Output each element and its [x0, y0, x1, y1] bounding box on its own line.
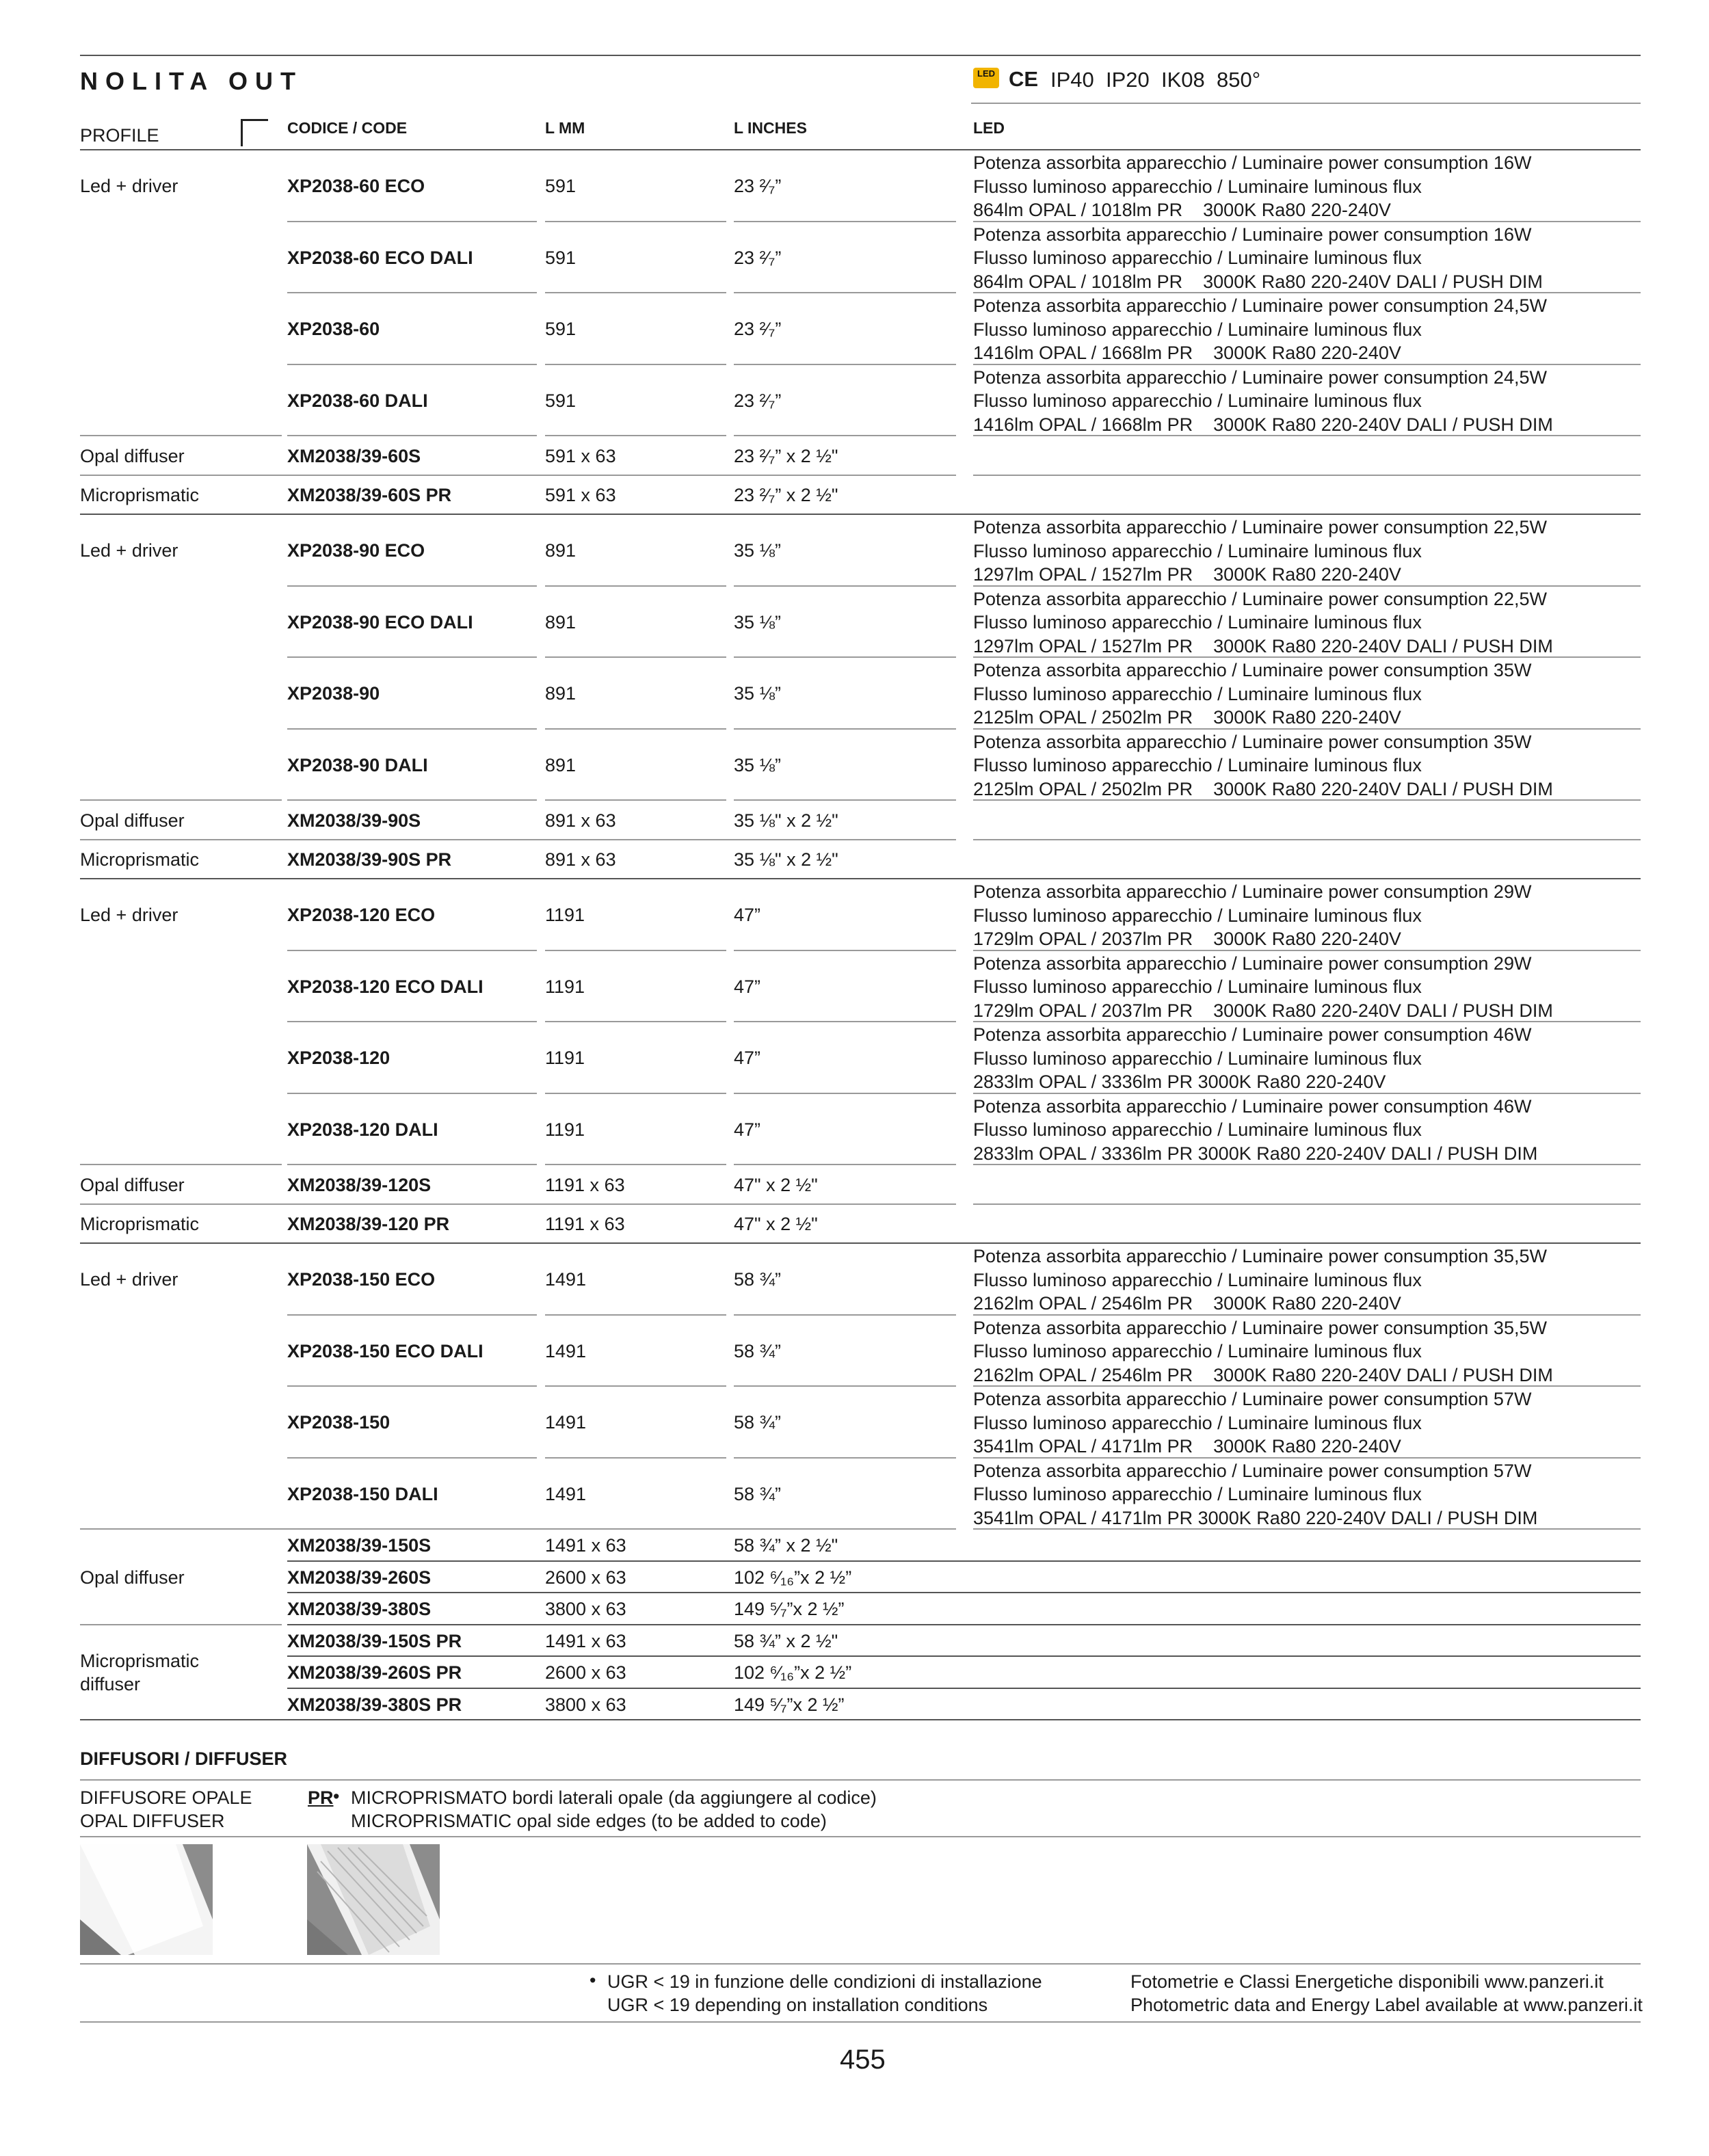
length-mm: 1191	[545, 1048, 585, 1069]
row-divider	[80, 1203, 956, 1205]
length-mm: 591	[545, 390, 577, 411]
led-spec-line: Potenza assorbita apparecchio / Luminaire power consumption 35W	[973, 731, 1532, 752]
length-mm: 891 x 63	[545, 849, 616, 870]
diffuser-code: XM2038/39-120 PR	[287, 1214, 450, 1235]
length-inches: 35 ⅛”	[734, 540, 782, 561]
product-code: XP2038-150 DALI	[287, 1483, 438, 1504]
length-mm: 591	[545, 247, 577, 268]
row-divider	[80, 839, 956, 840]
product-code: XP2038-90 ECO DALI	[287, 611, 473, 633]
row-divider	[973, 1457, 1641, 1459]
led-spec-line: Potenza assorbita apparecchio / Luminaire power consumption 29W	[973, 953, 1532, 974]
length-mm: 1191	[545, 976, 585, 997]
led-spec-line: Flusso luminoso apparecchio / Luminaire luminous flux	[973, 390, 1422, 411]
row-type: Led + driver	[80, 1269, 178, 1290]
length-mm: 1491	[545, 1340, 587, 1361]
led-spec-line: Potenza assorbita apparecchio / Luminaire power consumption 22,5W	[973, 588, 1547, 609]
led-badge-icon: LED	[973, 68, 999, 88]
row-divider	[287, 1314, 537, 1316]
length-mm: 1491	[545, 1483, 587, 1504]
row-divider	[973, 292, 1641, 293]
led-spec-line: Flusso luminoso apparecchio / Luminaire luminous flux	[973, 1119, 1422, 1140]
opal-en-label: OPAL DIFFUSER	[80, 1811, 225, 1831]
product-code: XP2038-120 ECO DALI	[287, 976, 483, 997]
led-spec-line: 1297lm OPAL / 1527lm PR 3000K Ra80 220-240V	[973, 564, 1401, 585]
led-spec-line: 1729lm OPAL / 2037lm PR 3000K Ra80 220-240V	[973, 929, 1401, 949]
profile-checkbox-icon	[241, 119, 268, 146]
ugr-en: UGR < 19 depending on installation conditions	[607, 1995, 988, 2015]
row-divider	[734, 221, 956, 222]
row-type: Led + driver	[80, 540, 178, 561]
length-inches: 47" x 2 ½"	[734, 1214, 818, 1235]
length-mm: 1191	[545, 1119, 585, 1140]
diffuser-code: XM2038/39-380S	[287, 1599, 432, 1620]
length-mm: 891	[545, 754, 577, 775]
row-divider	[734, 656, 956, 658]
row-divider	[734, 1093, 956, 1094]
length-inches: 47”	[734, 1119, 761, 1140]
row-divider	[545, 728, 726, 730]
length-inches: 58 ¾”	[734, 1412, 782, 1433]
pr-en-text: MICROPRISMATIC opal side edges (to be added to code)	[351, 1811, 827, 1831]
row-divider	[545, 799, 726, 801]
row-divider	[80, 435, 282, 436]
product-code: XP2038-150	[287, 1412, 390, 1433]
row-divider	[287, 585, 537, 587]
led-spec-line: Potenza assorbita apparecchio / Luminaire power consumption 16W	[973, 152, 1532, 173]
row-divider	[287, 292, 537, 293]
length-inches: 58 ¾”	[734, 1483, 782, 1504]
row-divider	[287, 950, 537, 951]
length-mm: 891 x 63	[545, 810, 616, 831]
row-divider	[287, 1457, 537, 1459]
product-code: XP2038-90	[287, 683, 380, 704]
pr-code: PR	[308, 1787, 334, 1808]
diffuser-code: XM2038/39-380S PR	[287, 1694, 462, 1715]
diffuser-type: Microprismatic	[80, 485, 200, 506]
row-divider	[545, 1385, 726, 1387]
length-inches: 23 ²⁄₇” x 2 ½"	[734, 485, 838, 506]
row-divider	[545, 364, 726, 365]
diffuser-code: XM2038/39-150S	[287, 1535, 432, 1556]
row-divider	[80, 878, 1641, 879]
row-divider	[734, 950, 956, 951]
page-title: NOLITA OUT	[80, 67, 303, 95]
diffuser-type: Microprismatic	[80, 849, 200, 870]
page-number: 455	[840, 2045, 886, 2075]
led-spec-line: Flusso luminoso apparecchio / Luminaire luminous flux	[973, 540, 1422, 561]
product-code: XP2038-90 DALI	[287, 754, 428, 775]
led-spec-line: Potenza assorbita apparecchio / Luminaire power consumption 57W	[973, 1460, 1532, 1481]
length-mm: 891	[545, 611, 577, 633]
row-divider	[734, 585, 956, 587]
led-spec-line: Potenza assorbita apparecchio / Luminaire power consumption 22,5W	[973, 517, 1547, 537]
length-inches: 149 ⁵⁄₇”x 2 ½”	[734, 1694, 845, 1715]
product-code: XP2038-150 ECO	[287, 1269, 436, 1290]
diffuser-code: XM2038/39-150S PR	[287, 1630, 462, 1651]
row-divider	[973, 950, 1641, 951]
row-divider	[287, 1021, 537, 1022]
row-divider	[973, 1093, 1641, 1094]
row-divider	[545, 585, 726, 587]
row-divider	[973, 475, 1641, 476]
row-divider	[287, 364, 537, 365]
length-inches: 35 ⅛”	[734, 754, 782, 775]
length-inches: 35 ⅛”	[734, 683, 782, 704]
row-divider	[973, 1164, 1641, 1165]
led-spec-line: 1297lm OPAL / 1527lm PR 3000K Ra80 220-240V DALI / PUSH DIM	[973, 635, 1553, 656]
diffuser-type: Opal diffuser	[80, 1567, 185, 1588]
row-divider	[734, 292, 956, 293]
product-code: XP2038-120 ECO	[287, 905, 436, 926]
led-spec-line: Potenza assorbita apparecchio / Luminaire power consumption 35,5W	[973, 1317, 1547, 1338]
pr-bullet: •	[333, 1786, 340, 1807]
length-inches: 23 ²⁄₇”	[734, 176, 782, 197]
row-divider	[287, 1624, 1641, 1625]
row-divider	[545, 1457, 726, 1459]
row-divider	[973, 435, 1641, 436]
row-divider	[80, 1624, 282, 1625]
opal-diffuser-photo	[80, 1844, 213, 1955]
length-mm: 591	[545, 176, 577, 197]
row-divider	[973, 1385, 1641, 1387]
row-divider	[80, 1164, 282, 1165]
row-divider	[973, 1528, 1641, 1530]
diffuser-type: Opal diffuser	[80, 1174, 185, 1195]
length-inches: 47”	[734, 905, 761, 926]
led-spec-line: 2833lm OPAL / 3336lm PR 3000K Ra80 220-240V DALI / PUSH DIM	[973, 1143, 1538, 1164]
row-divider	[973, 221, 1641, 222]
row-divider	[973, 364, 1641, 365]
header-code: CODICE / CODE	[287, 119, 408, 137]
row-divider	[973, 799, 1641, 801]
diffusori-heading: DIFFUSORI / DIFFUSER	[80, 1748, 287, 1769]
product-code: XP2038-60 ECO	[287, 176, 425, 197]
diffuser-code: XM2038/39-260S	[287, 1567, 432, 1588]
led-spec-line: 3541lm OPAL / 4171lm PR 3000K Ra80 220-240V	[973, 1436, 1401, 1456]
diffuser-code: XM2038/39-60S PR	[287, 485, 452, 506]
length-inches: 35 ⅛”	[734, 611, 782, 633]
row-divider	[80, 475, 956, 476]
row-divider	[80, 1528, 956, 1530]
led-spec-line: 1729lm OPAL / 2037lm PR 3000K Ra80 220-240V DALI / PUSH DIM	[973, 1000, 1553, 1021]
ratings: IP40 IP20 IK08 850°	[1050, 68, 1261, 92]
row-divider	[287, 1560, 1641, 1562]
diffuser-code: XM2038/39-260S PR	[287, 1662, 462, 1683]
length-inches: 47" x 2 ½"	[734, 1174, 818, 1195]
pr-it-text: MICROPRISMATO bordi laterali opale (da aggiungere al codice)	[351, 1787, 877, 1808]
diffuser-type: Microprismatic	[80, 1214, 200, 1235]
length-inches: 58 ¾”	[734, 1269, 782, 1290]
row-divider	[287, 728, 537, 730]
led-spec-line: 1416lm OPAL / 1668lm PR 3000K Ra80 220-240V DALI / PUSH DIM	[973, 414, 1553, 435]
led-spec-line: 3541lm OPAL / 4171lm PR 3000K Ra80 220-240V DALI / PUSH DIM	[973, 1507, 1538, 1528]
length-inches: 23 ²⁄₇”	[734, 247, 782, 268]
diffuser-type: diffuser	[80, 1674, 141, 1695]
led-spec-line: 864lm OPAL / 1018lm PR 3000K Ra80 220-240V	[973, 200, 1391, 220]
length-inches: 35 ⅛" x 2 ½"	[734, 810, 838, 831]
led-spec-line: 2162lm OPAL / 2546lm PR 3000K Ra80 220-240V DALI / PUSH DIM	[973, 1364, 1553, 1385]
photometric-it: Fotometrie e Classi Energetiche disponibili www.panzeri.it	[1130, 1971, 1604, 1992]
row-divider	[287, 1655, 1641, 1657]
led-spec-line: Flusso luminoso apparecchio / Luminaire luminous flux	[973, 319, 1422, 340]
row-divider	[734, 435, 956, 436]
microprismatic-diffuser-photo	[307, 1844, 440, 1955]
row-divider	[545, 1021, 726, 1022]
length-mm: 591 x 63	[545, 445, 616, 466]
row-type: Led + driver	[80, 905, 178, 926]
row-divider	[973, 656, 1641, 658]
led-spec-line: Potenza assorbita apparecchio / Luminaire power consumption 16W	[973, 224, 1532, 245]
row-divider	[734, 364, 956, 365]
length-inches: 47”	[734, 976, 761, 997]
length-mm: 1191 x 63	[545, 1214, 625, 1235]
led-spec-line: 864lm OPAL / 1018lm PR 3000K Ra80 220-240V DALI / PUSH DIM	[973, 271, 1543, 292]
row-divider	[80, 1719, 1641, 1720]
row-divider	[973, 1314, 1641, 1316]
length-inches: 23 ²⁄₇”	[734, 390, 782, 411]
row-divider	[287, 1385, 537, 1387]
length-inches: 35 ⅛" x 2 ½"	[734, 849, 838, 870]
row-divider	[545, 656, 726, 658]
length-inches: 58 ¾” x 2 ½"	[734, 1630, 838, 1651]
led-spec-line: Flusso luminoso apparecchio / Luminaire luminous flux	[973, 1048, 1422, 1069]
photometric-en: Photometric data and Energy Label available at www.panzeri.it	[1130, 1995, 1643, 2015]
length-mm: 1191	[545, 905, 585, 926]
row-divider	[287, 656, 537, 658]
led-spec-line: Flusso luminoso apparecchio / Luminaire luminous flux	[973, 1412, 1422, 1433]
header-led: LED	[973, 119, 1005, 137]
row-divider	[734, 1385, 956, 1387]
row-divider	[545, 1093, 726, 1094]
ugr-bullet: •	[589, 1970, 596, 1991]
length-inches: 23 ²⁄₇” x 2 ½"	[734, 445, 838, 466]
diffuser-code: XM2038/39-120S	[287, 1174, 432, 1195]
diffuser-type: Opal diffuser	[80, 445, 185, 466]
led-spec-line: Flusso luminoso apparecchio / Luminaire luminous flux	[973, 905, 1422, 926]
row-divider	[545, 950, 726, 951]
led-spec-line: 2833lm OPAL / 3336lm PR 3000K Ra80 220-240V	[973, 1072, 1386, 1092]
led-spec-line: Flusso luminoso apparecchio / Luminaire luminous flux	[973, 248, 1422, 268]
length-mm: 1191 x 63	[545, 1174, 625, 1195]
row-divider	[734, 1457, 956, 1459]
led-spec-line: Potenza assorbita apparecchio / Luminaire power consumption 57W	[973, 1389, 1532, 1409]
product-code: XP2038-120 DALI	[287, 1119, 438, 1140]
row-divider	[287, 1093, 537, 1094]
row-divider	[734, 1021, 956, 1022]
led-spec-line: 2125lm OPAL / 2502lm PR 3000K Ra80 220-240V DALI / PUSH DIM	[973, 778, 1553, 799]
row-divider	[973, 839, 1641, 840]
led-spec-line: Potenza assorbita apparecchio / Luminaire power consumption 24,5W	[973, 295, 1547, 316]
row-divider	[973, 1203, 1641, 1205]
length-inches: 58 ¾”	[734, 1340, 782, 1361]
led-spec-line: 2125lm OPAL / 2502lm PR 3000K Ra80 220-240V	[973, 707, 1401, 728]
row-type: Led + driver	[80, 176, 178, 197]
row-divider	[734, 1164, 956, 1165]
led-spec-line: Flusso luminoso apparecchio / Luminaire luminous flux	[973, 176, 1422, 197]
row-divider	[287, 221, 537, 222]
diffuser-code: XM2038/39-90S PR	[287, 849, 452, 870]
row-divider	[80, 1242, 1641, 1244]
diffuser-code: XM2038/39-90S	[287, 810, 421, 831]
product-code: XP2038-120	[287, 1048, 390, 1069]
header-profile: PROFILE	[80, 125, 159, 146]
led-spec-line: Flusso luminoso apparecchio / Luminaire luminous flux	[973, 1269, 1422, 1290]
led-spec-line: Potenza assorbita apparecchio / Luminaire power consumption 35W	[973, 660, 1532, 680]
row-divider	[80, 799, 282, 801]
led-spec-line: Flusso luminoso apparecchio / Luminaire luminous flux	[973, 683, 1422, 704]
product-code: XP2038-90 ECO	[287, 540, 425, 561]
row-divider	[973, 585, 1641, 587]
led-spec-line: Potenza assorbita apparecchio / Luminaire power consumption 29W	[973, 881, 1532, 902]
length-inches: 47”	[734, 1048, 761, 1069]
row-divider	[287, 435, 537, 436]
length-mm: 591	[545, 319, 577, 340]
led-spec-line: Potenza assorbita apparecchio / Luminaire power consumption 35,5W	[973, 1246, 1547, 1266]
led-spec-line: Flusso luminoso apparecchio / Luminaire luminous flux	[973, 755, 1422, 775]
length-mm: 1491 x 63	[545, 1535, 626, 1556]
length-mm: 1491 x 63	[545, 1630, 626, 1651]
led-spec-line: Flusso luminoso apparecchio / Luminaire luminous flux	[973, 1484, 1422, 1504]
row-divider	[287, 799, 537, 801]
diffuser-type: Opal diffuser	[80, 810, 185, 831]
ugr-it: UGR < 19 in funzione delle condizioni di installazione	[607, 1971, 1042, 1992]
row-divider	[545, 435, 726, 436]
row-divider	[973, 728, 1641, 730]
length-mm: 3800 x 63	[545, 1694, 626, 1715]
led-spec-line: 1416lm OPAL / 1668lm PR 3000K Ra80 220-240V	[973, 343, 1401, 363]
length-mm: 1491	[545, 1412, 587, 1433]
row-divider	[545, 292, 726, 293]
product-code: XP2038-60	[287, 319, 380, 340]
length-inches: 102 ⁶⁄₁₆”x 2 ½”	[734, 1567, 852, 1588]
row-divider	[545, 221, 726, 222]
row-divider	[734, 728, 956, 730]
diffuser-code: XM2038/39-60S	[287, 445, 421, 466]
row-divider	[545, 1164, 726, 1165]
led-spec-line: Potenza assorbita apparecchio / Luminaire power consumption 24,5W	[973, 367, 1547, 388]
length-mm: 591 x 63	[545, 485, 616, 506]
opal-it-label: DIFFUSORE OPALE	[80, 1787, 252, 1808]
length-mm: 2600 x 63	[545, 1567, 626, 1588]
product-code: XP2038-150 ECO DALI	[287, 1340, 483, 1361]
length-mm: 2600 x 63	[545, 1662, 626, 1683]
product-code: XP2038-60 DALI	[287, 390, 428, 411]
length-mm: 1491	[545, 1269, 587, 1290]
header-linches: L INCHES	[734, 119, 807, 137]
led-spec-line: Flusso luminoso apparecchio / Luminaire luminous flux	[973, 612, 1422, 633]
row-divider	[287, 1688, 1641, 1689]
ce-mark: CE	[1009, 67, 1039, 91]
length-mm: 891	[545, 683, 577, 704]
led-spec-line: Flusso luminoso apparecchio / Luminaire luminous flux	[973, 1341, 1422, 1361]
led-spec-line: Flusso luminoso apparecchio / Luminaire luminous flux	[973, 976, 1422, 997]
length-inches: 58 ¾” x 2 ½"	[734, 1535, 838, 1556]
product-code: XP2038-60 ECO DALI	[287, 247, 473, 268]
row-divider	[287, 1592, 1641, 1593]
header-lmm: L MM	[545, 119, 585, 137]
length-inches: 149 ⁵⁄₇”x 2 ½”	[734, 1599, 845, 1620]
row-divider	[734, 799, 956, 801]
diffuser-type: Microprismatic	[80, 1651, 200, 1672]
led-spec-line: 2162lm OPAL / 2546lm PR 3000K Ra80 220-240V	[973, 1293, 1401, 1314]
row-divider	[545, 1314, 726, 1316]
row-divider	[287, 1164, 537, 1165]
length-mm: 3800 x 63	[545, 1599, 626, 1620]
row-divider	[734, 1314, 956, 1316]
row-divider	[973, 1021, 1641, 1022]
length-mm: 891	[545, 540, 577, 561]
length-inches: 23 ²⁄₇”	[734, 319, 782, 340]
led-spec-line: Potenza assorbita apparecchio / Luminaire power consumption 46W	[973, 1095, 1532, 1117]
led-spec-line: Potenza assorbita apparecchio / Luminaire power consumption 46W	[973, 1024, 1532, 1045]
length-inches: 102 ⁶⁄₁₆”x 2 ½”	[734, 1662, 852, 1683]
row-divider	[80, 514, 1641, 515]
